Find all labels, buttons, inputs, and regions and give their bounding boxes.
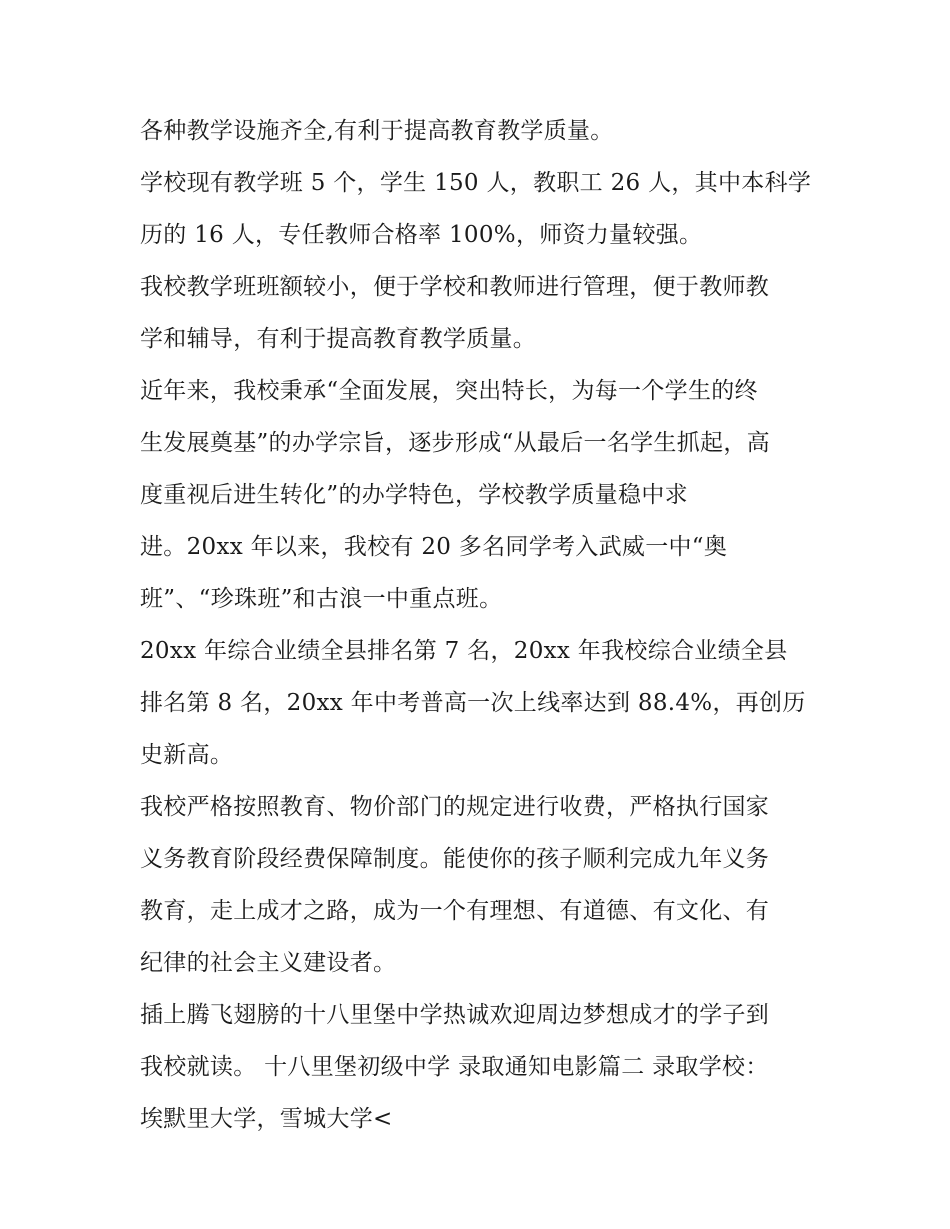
text-line: 学校现有教学班 5 个，学生 150 人，教职工 26 人，其中本科学 <box>140 170 812 196</box>
text-line: 教育，走上成才之路，成为一个有理想、有道德、有文化、有 <box>140 898 770 924</box>
text-line: 各种教学设施齐全,有利于提高教育教学质量。 <box>140 118 614 144</box>
text-line: 历的 16 人，专任教师合格率 100%，师资力量较强。 <box>140 222 703 248</box>
text-line: 进。20xx 年以来，我校有 20 多名同学考入武威一中“奥 <box>140 534 728 560</box>
text-line: 义务教育阶段经费保障制度。能使你的孩子顺利完成九年义务 <box>140 846 770 872</box>
text-line: 班”、“珍珠班”和古浪一中重点班。 <box>140 586 503 612</box>
text-line: 排名第 8 名，20xx 年中考普高一次上线率达到 88.4%，再创历 <box>140 690 806 716</box>
text-line: 插上腾飞翅膀的十八里堡中学热诚欢迎周边梦想成才的学子到 <box>140 1002 770 1028</box>
text-line: 我校就读。 十八里堡初级中学 录取通知电影篇二 录取学校： <box>140 1054 769 1080</box>
text-line: 近年来，我校秉承“全面发展，突出特长，为每一个学生的终 <box>140 378 758 404</box>
text-line: 学和辅导，有利于提高教育教学质量。 <box>140 326 537 352</box>
text-line: 生发展奠基”的办学宗旨，逐步形成“从最后一名学生抓起，高 <box>140 430 770 456</box>
text-line: 史新高。 <box>140 742 234 768</box>
text-line: 埃默里大学，雪城大学< <box>140 1106 393 1132</box>
document-body <box>140 105 820 1145</box>
text-line: 我校教学班班额较小，便于学校和教师进行管理，便于教师教 <box>140 274 770 300</box>
text-line: 纪律的社会主义建设者。 <box>140 950 397 976</box>
text-line: 我校严格按照教育、物价部门的规定进行收费，严格执行国家 <box>140 794 770 820</box>
text-line: 20xx 年综合业绩全县排名第 7 名，20xx 年我校综合业绩全县 <box>140 638 788 664</box>
text-line: 度重视后进生转化”的办学特色，学校教学质量稳中求 <box>140 482 688 508</box>
